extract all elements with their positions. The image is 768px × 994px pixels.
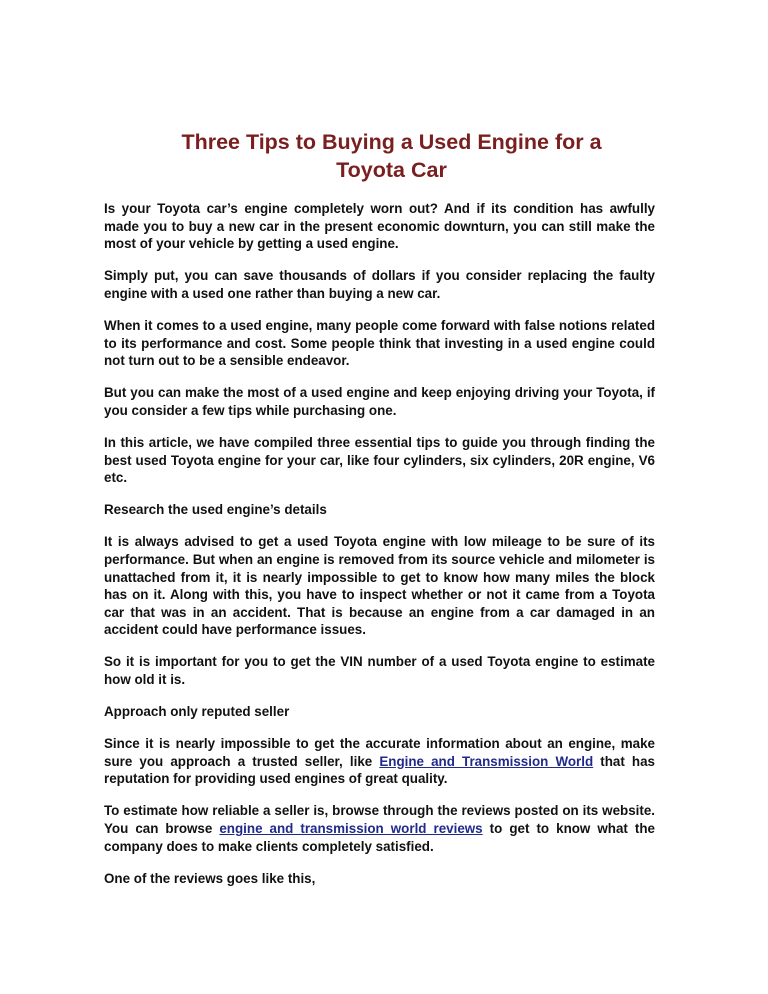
- section-heading-research: Research the used engine’s details: [104, 502, 327, 518]
- title-line-2: Toyota Car: [336, 158, 447, 182]
- text-segment: To estimate how reliable a seller is, browse through the reviews posted on its website. You can browse: [104, 803, 655, 837]
- document-title: [104, 128, 655, 184]
- paragraph-article-scope: In this article, we have compiled three essential tips to guide you through finding the best used Toyota engine for your car, like four cylinders, six cylinders, 20R engine, V6 etc.: [104, 434, 655, 486]
- paragraph-mileage: It is always advised to get a used Toyota engine with low mileage to be sure of its performance. But when an engine is removed from its source vehicle and milometer is unattached from it, it is nearly impossible to get to know how many miles the block has on it. Along with this, you have to inspect whether or not it came from a Toyota car that was in an accident. That is because an engine from a car damaged in an accident could have performance issues.: [104, 534, 655, 638]
- paragraph-notions: When it comes to a used engine, many people come forward with false notions related to its performance and cost. Some people think that investing in a used engine could not turn out to be a sensible endeavor.: [104, 317, 655, 369]
- engine-transmission-world-link[interactable]: Engine and Transmission World: [379, 753, 594, 769]
- section-heading-seller: Approach only reputed seller: [104, 704, 290, 720]
- paragraph-tips-intro: But you can make the most of a used engine and keep enjoying driving your Toyota, if you consider a few tips while purchasing one.: [104, 385, 655, 418]
- reviews-link[interactable]: engine and transmission world reviews: [219, 821, 483, 837]
- paragraph-review-lead: One of the reviews goes like this,: [104, 870, 316, 886]
- paragraph-trusted-seller: [104, 735, 655, 788]
- text-segment: Since it is nearly impossible to get the accurate information about an engine, make sure you approach a trusted seller, like: [104, 736, 655, 769]
- title-line-1: Three Tips to Buying a Used Engine for a: [181, 130, 602, 154]
- text-segment: that has reputation for providing used engines of great quality.: [104, 753, 655, 787]
- paragraph-intro: Is your Toyota car’s engine completely worn out? And if its condition has awfully made you to buy a new car in the present economic downturn, you can still make the most of your vehicle by getting a used engine.: [104, 201, 655, 252]
- paragraph-savings: Simply put, you can save thousands of dollars if you consider replacing the faulty engine with a used one rather than buying a new car.: [104, 268, 655, 301]
- text-segment: to get to know what the company does to make clients completely satisfied.: [104, 821, 656, 854]
- paragraph-vin: So it is important for you to get the VIN number of a used Toyota engine to estimate how old it is.: [104, 654, 655, 687]
- paragraph-reviews: [104, 802, 655, 855]
